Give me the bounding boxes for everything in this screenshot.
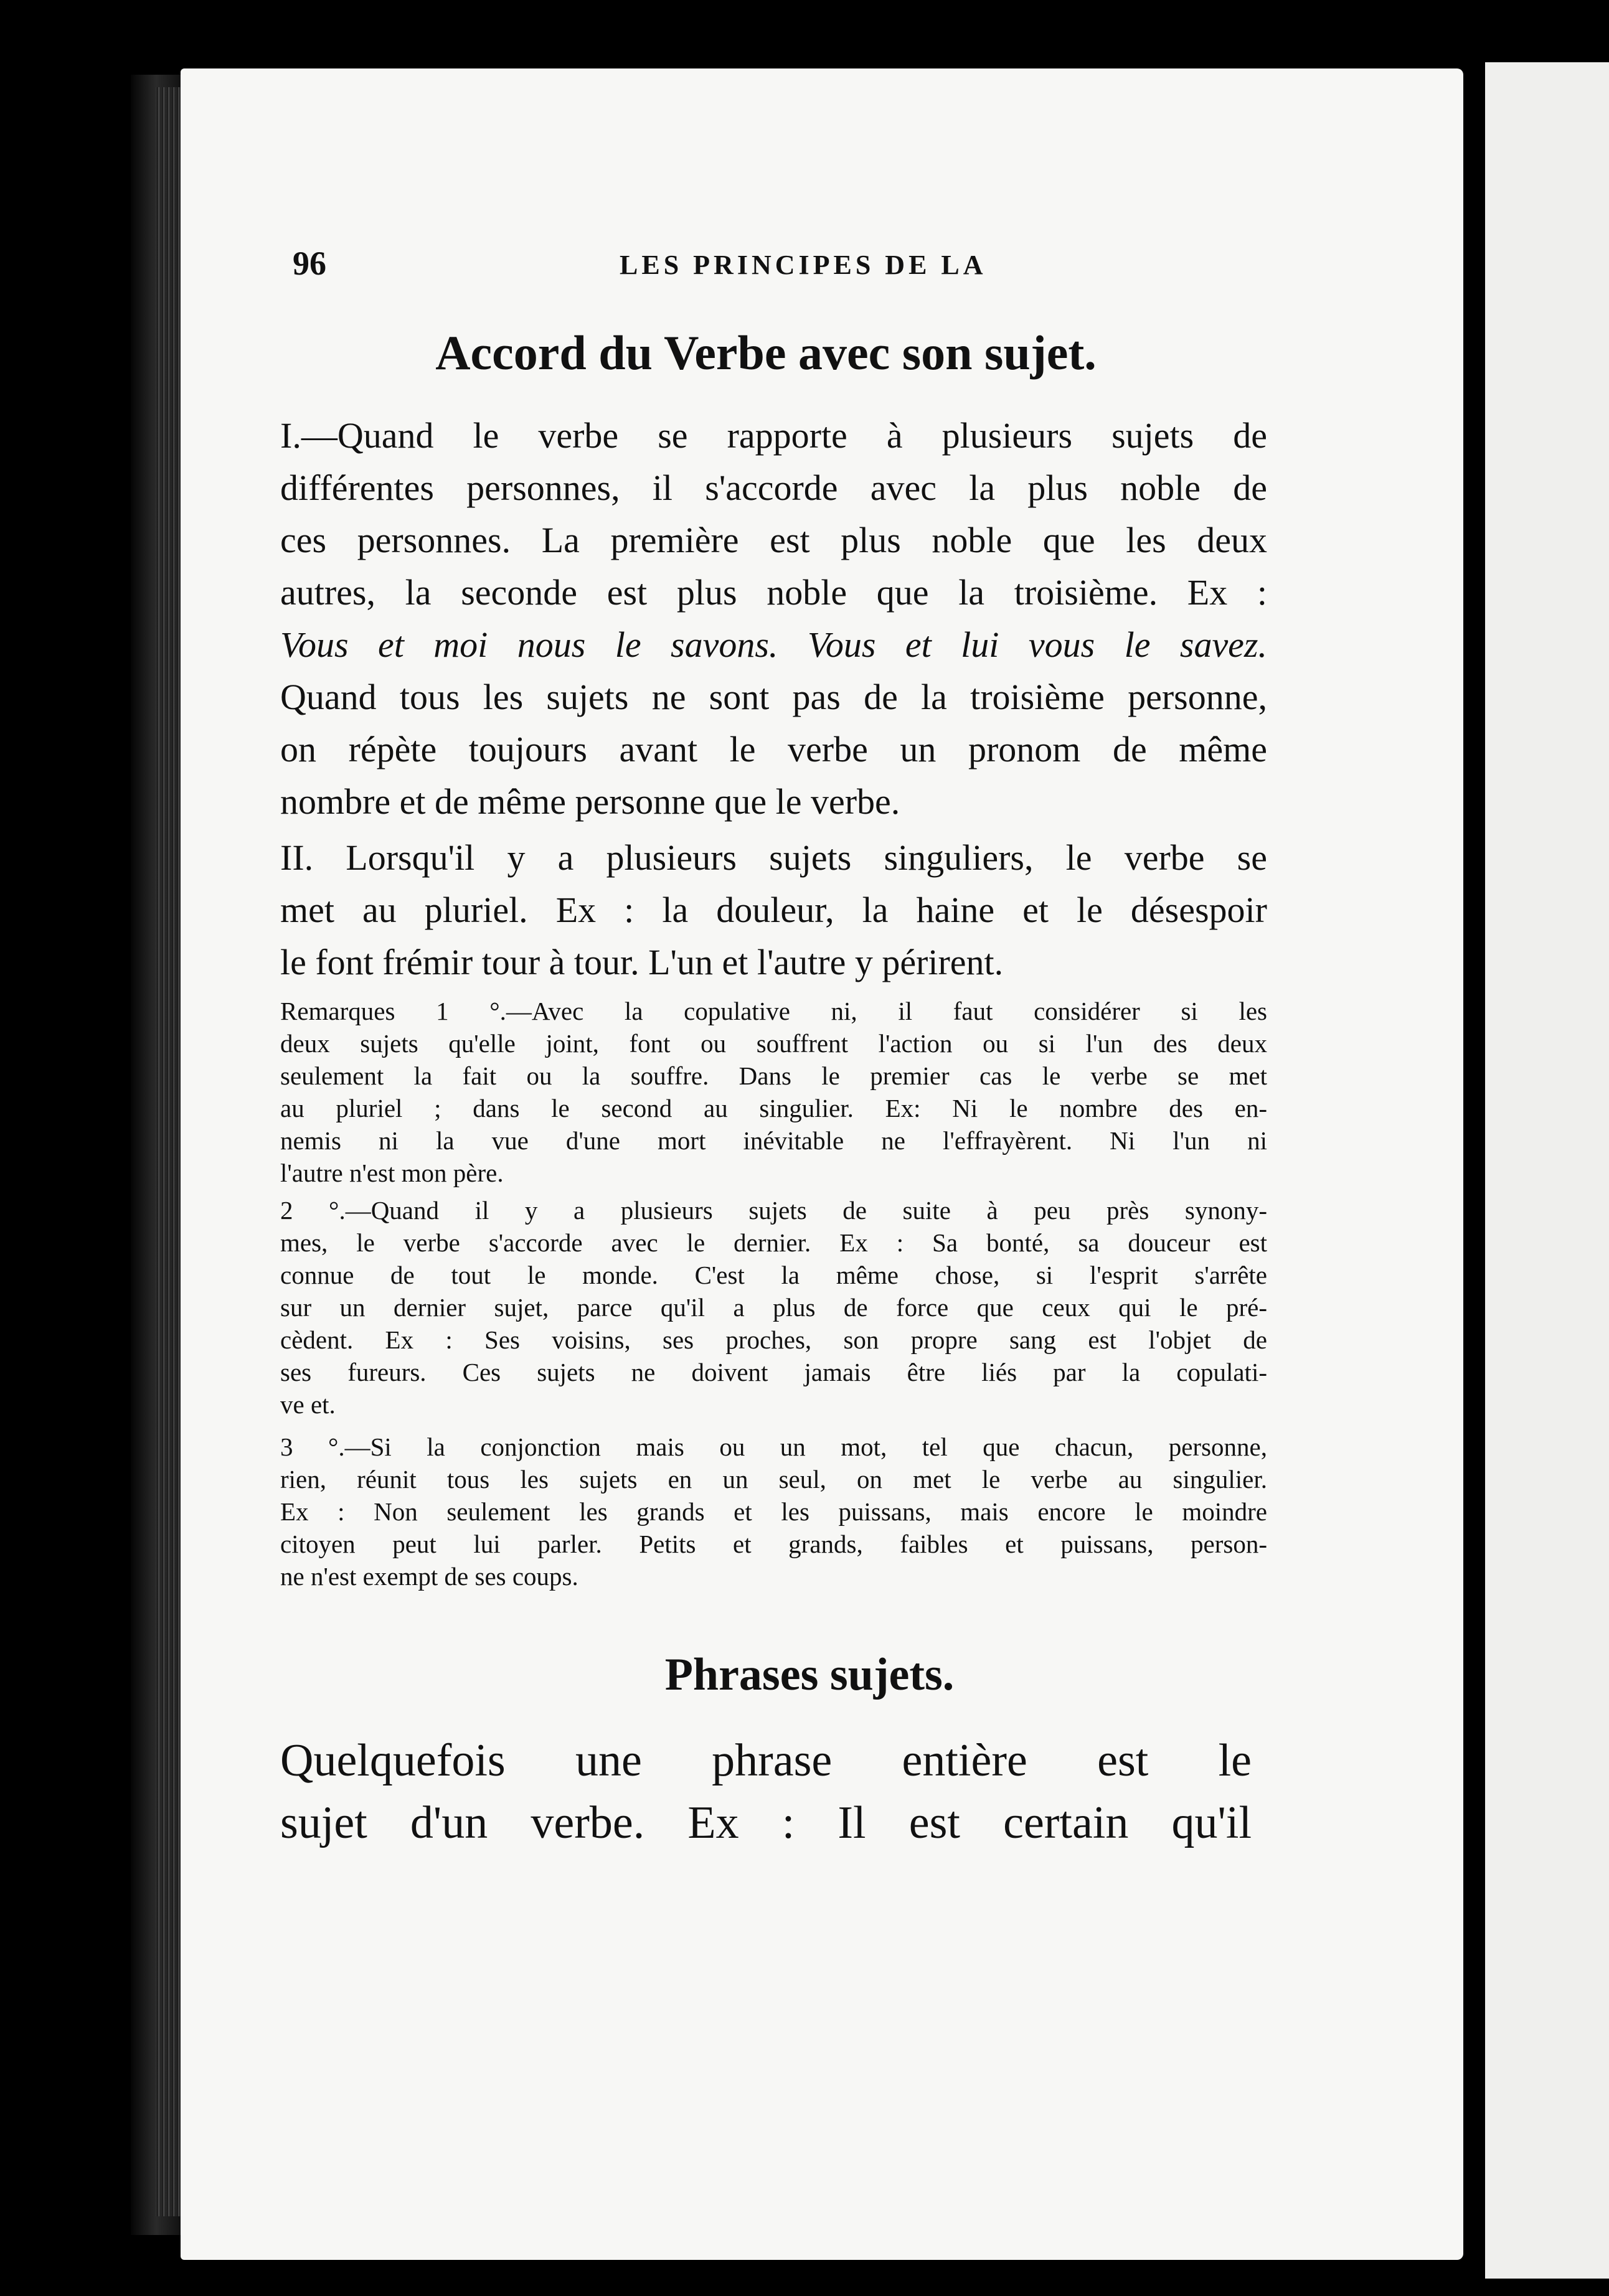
note-line: ve et. — [280, 1390, 336, 1419]
note-line: 2 °.—Quand il y a plusieurs sujets de suite à peu près synony- — [280, 1196, 1267, 1225]
running-header: LES PRINCIPES DE LA — [620, 250, 987, 280]
note-line: connue de tout le monde. C'est la même chose, si l'esprit s'arrête — [280, 1261, 1267, 1289]
body-line: Vous et moi nous le savons. Vous et lui vous le savez. — [280, 624, 1267, 665]
body-line: Quand tous les sujets ne sont pas de la troisième personne, — [280, 677, 1267, 717]
section-heading: Accord du Verbe avec son sujet. — [435, 326, 1097, 380]
note-line: au pluriel ; dans le second au singulier. Ex: Ni le nombre des en- — [280, 1094, 1267, 1122]
note-line: rien, réunit tous les sujets en un seul, on met le verbe au singulier. — [280, 1465, 1267, 1494]
body-line: nombre et de même personne que le verbe. — [280, 781, 900, 822]
section2-heading: Phrases sujets. — [664, 1649, 955, 1700]
note-line: cèdent. Ex : Ses voisins, ses proches, son propre sang est l'objet de — [280, 1325, 1267, 1354]
body-line: le font frémir tour à tour. L'un et l'autre y périrent. — [280, 942, 1004, 982]
note-line: Remarques 1 °.—Avec la copulative ni, il faut considérer si les — [280, 997, 1267, 1025]
note-line: citoyen peut lui parler. Petits et grands, faibles et puissans, person- — [280, 1530, 1267, 1558]
body-line: on répète toujours avant le verbe un pronom de même — [280, 729, 1267, 769]
body-line: Quelquefois une phrase entière est le — [280, 1735, 1252, 1786]
note-line: l'autre n'est mon père. — [280, 1159, 504, 1187]
page-edges — [156, 87, 181, 2216]
facing-page-edge — [1485, 62, 1609, 2279]
note-line: mes, le verbe s'accorde avec le dernier. Ex : Sa bonté, sa douceur est — [280, 1228, 1267, 1257]
body-line: différentes personnes, il s'accorde avec la plus noble de — [280, 468, 1267, 508]
note-line: 3 °.—Si la conjonction mais ou un mot, tel que chacun, personne, — [280, 1433, 1267, 1461]
note-line: ne n'est exempt de ses coups. — [280, 1562, 578, 1591]
body-line: autres, la seconde est plus noble que la troisième. Ex : — [280, 572, 1267, 613]
note-line: nemis ni la vue d'une mort inévitable ne l'effrayèrent. Ni l'un ni — [280, 1126, 1267, 1155]
body-line: met au pluriel. Ex : la douleur, la haine et le désespoir — [280, 890, 1267, 930]
body-line: II. Lorsqu'il y a plusieurs sujets singuliers, le verbe se — [280, 837, 1267, 878]
note-line: sur un dernier sujet, parce qu'il a plus de force que ceux qui le pré- — [280, 1293, 1267, 1322]
body-line: I.—Quand le verbe se rapporte à plusieurs sujets de — [280, 415, 1267, 456]
note-line: Ex : Non seulement les grands et les puissans, mais encore le moindre — [280, 1497, 1267, 1526]
body-line: sujet d'un verbe. Ex : Il est certain qu'il — [280, 1797, 1252, 1848]
page-number: 96 — [293, 245, 326, 282]
page-gutter — [1463, 62, 1485, 2279]
body-line: ces personnes. La première est plus noble que les deux — [280, 520, 1267, 560]
note-line: ses fureurs. Ces sujets ne doivent jamais être liés par la copulati- — [280, 1358, 1267, 1386]
note-line: deux sujets qu'elle joint, font ou souffrent l'action ou si l'un des deux — [280, 1029, 1267, 1058]
note-line: seulement la fait ou la souffre. Dans le premier cas le verbe se met — [280, 1061, 1267, 1090]
